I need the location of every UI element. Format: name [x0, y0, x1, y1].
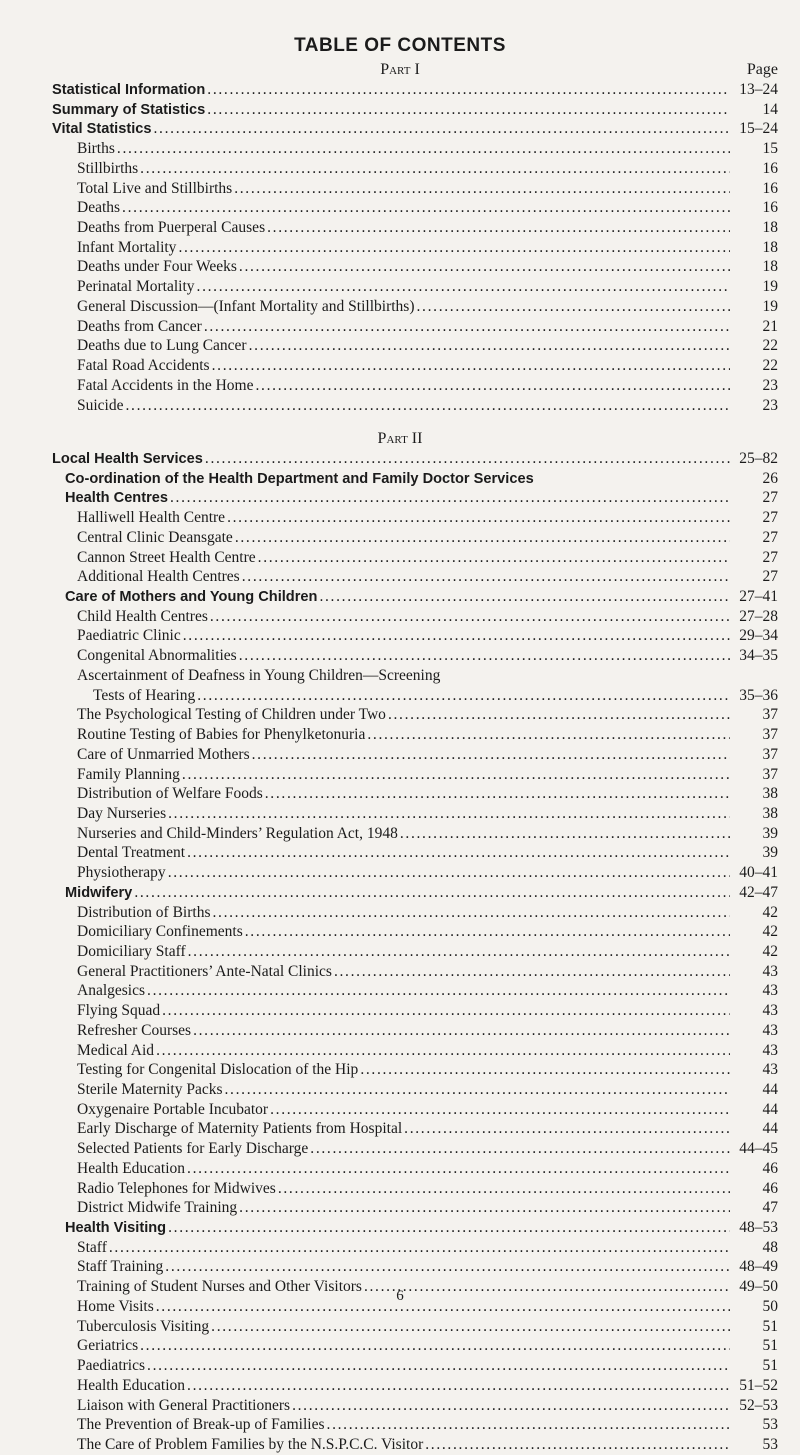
page-column-header: Page — [746, 61, 778, 78]
dot-leader — [207, 100, 730, 120]
toc-entry-page: 43 — [762, 1002, 778, 1020]
toc-part-1 — [0, 80, 800, 415]
toc-entry-title: Local Health Services — [52, 451, 203, 467]
dot-leader — [210, 607, 730, 627]
toc-entry — [0, 1060, 800, 1080]
dot-leader — [205, 449, 730, 469]
toc-entry — [0, 962, 800, 982]
toc-entry — [0, 508, 800, 528]
dot-leader — [204, 317, 730, 337]
dot-leader — [267, 218, 730, 238]
toc-entry-page: 16 — [762, 179, 778, 197]
dot-leader — [278, 1179, 730, 1199]
dot-leader — [109, 1238, 730, 1258]
toc-entry — [0, 1159, 800, 1179]
toc-entry-page: 38 — [762, 804, 778, 822]
toc-entry-title: Home Visits — [77, 1297, 154, 1315]
toc-entry — [0, 1198, 800, 1218]
dot-leader — [140, 1336, 730, 1356]
dot-leader — [404, 1119, 730, 1139]
toc-entry-title: The Psychological Testing of Children under Two — [77, 706, 386, 724]
dot-leader — [225, 1080, 731, 1100]
toc-entry-title: Analgesics — [77, 982, 146, 1000]
toc-entry-page: 51 — [762, 1317, 778, 1335]
dot-leader — [249, 336, 730, 356]
toc-entry-title: Central Clinic Deansgate — [77, 528, 233, 546]
toc-entry-page: 42 — [762, 942, 778, 960]
dot-leader — [227, 508, 730, 528]
dot-leader — [193, 1021, 730, 1041]
toc-entry — [0, 218, 800, 238]
toc-entry-title: Halliwell Health Centre — [77, 509, 226, 527]
dot-leader — [168, 1218, 730, 1238]
toc-entry-title: Ascertainment of Deafness in Young Children—Screening — [77, 666, 441, 684]
toc-entry-page: 37 — [762, 745, 778, 763]
toc-entry-title: Liaison with General Practitioners — [77, 1396, 291, 1414]
toc-entry — [0, 922, 800, 942]
dot-leader — [319, 587, 730, 607]
toc-entry-title: Family Planning — [77, 765, 180, 783]
toc-entry-page: 15–24 — [739, 120, 778, 138]
toc-entry — [0, 277, 800, 297]
dot-leader — [147, 1356, 730, 1376]
dot-leader — [178, 238, 730, 258]
toc-entry-title: Health Education — [77, 1159, 186, 1177]
toc-entry-title: Infant Mortality — [77, 238, 177, 256]
toc-entry-title: Dental Treatment — [77, 844, 186, 862]
toc-entry — [0, 843, 800, 863]
dot-leader — [245, 922, 730, 942]
toc-entry-title: Training of Student Nurses and Other Visitors — [77, 1278, 362, 1296]
dot-leader — [425, 1435, 730, 1455]
toc-entry-page: 43 — [762, 962, 778, 980]
toc-entry-title: Staff Training — [77, 1258, 164, 1276]
toc-entry-title: Tests of Hearing — [93, 686, 196, 704]
toc-entry-title: Midwifery — [65, 884, 133, 901]
toc-entry-page: 21 — [762, 317, 778, 335]
toc-entry-page: 27 — [762, 548, 778, 566]
toc-entry — [0, 1021, 800, 1041]
toc-entry-title: Suicide — [77, 396, 124, 414]
toc-entry-page: 46 — [762, 1179, 778, 1197]
dot-leader — [162, 1001, 730, 1021]
toc-entry-title: Vital Statistics — [52, 121, 152, 138]
toc-entry-title: Tuberculosis Visiting — [77, 1317, 210, 1335]
dot-leader — [239, 646, 730, 666]
dot-leader — [140, 159, 730, 179]
toc-entry-page: 51–52 — [739, 1376, 778, 1394]
dot-leader — [211, 1317, 730, 1337]
toc-entry-title: Health Education — [77, 1376, 186, 1394]
toc-entry-title: Fatal Road Accidents — [77, 357, 210, 375]
dot-leader — [168, 804, 730, 824]
toc-entry-title: Health Centres — [65, 490, 168, 507]
toc-entry — [0, 257, 800, 277]
toc-entry-page: 43 — [762, 1021, 778, 1039]
dot-leader — [239, 257, 730, 277]
dot-leader — [239, 1198, 730, 1218]
toc-entry — [0, 705, 800, 725]
toc-entry-page: 44 — [762, 1120, 778, 1138]
dot-leader — [126, 396, 731, 416]
dot-leader — [187, 1376, 730, 1396]
toc-entry — [0, 1376, 800, 1396]
toc-entry-page: 48 — [762, 1238, 778, 1256]
toc-entry-page: 19 — [762, 278, 778, 296]
toc-entry-title: Day Nurseries — [77, 804, 167, 822]
toc-entry — [0, 100, 800, 120]
toc-entry — [0, 942, 800, 962]
dot-leader — [242, 567, 730, 587]
toc-entry-page: 46 — [762, 1159, 778, 1177]
toc-entry — [0, 981, 800, 1001]
toc-entry — [0, 646, 800, 666]
toc-entry-page: 52–53 — [739, 1396, 778, 1414]
toc-entry-title: Distribution of Welfare Foods — [77, 785, 263, 803]
toc-entry-title: Domiciliary Staff — [77, 942, 186, 960]
part-heading: Part II — [377, 430, 423, 447]
dot-leader — [212, 356, 730, 376]
toc-entry-page: 16 — [762, 199, 778, 217]
toc-entry-title: Fatal Accidents in the Home — [77, 376, 254, 394]
toc-entry-title: Summary of Statistics — [52, 101, 206, 118]
toc-entry — [0, 80, 800, 100]
toc-entry-title: Care of Mothers and Young Children — [65, 589, 318, 606]
toc-entry-title: Deaths under Four Weeks — [77, 258, 237, 276]
toc-entry-page: 34–35 — [739, 647, 778, 665]
dot-leader — [252, 745, 730, 765]
toc-entry-title: Co-ordination of the Health Department and Family Doctor Services — [65, 470, 534, 487]
dot-leader — [122, 198, 730, 218]
toc-entry-title: The Prevention of Break-up of Families — [77, 1416, 325, 1434]
toc-entry-page: 44–45 — [739, 1140, 778, 1158]
dot-leader — [183, 626, 730, 646]
dot-leader — [310, 1139, 730, 1159]
toc-entry-title: Selected Patients for Early Discharge — [77, 1140, 309, 1158]
toc-entry-page: 49–50 — [739, 1278, 778, 1296]
toc-entry-title: Perinatal Mortality — [77, 278, 195, 296]
toc-entry-page: 39 — [762, 824, 778, 842]
toc-entry — [0, 1396, 800, 1416]
toc-entry — [0, 198, 800, 218]
toc-entry — [0, 528, 800, 548]
toc-entry-page: 26 — [762, 469, 778, 487]
toc-entry-page: 40–41 — [739, 864, 778, 882]
toc-entry — [0, 336, 800, 356]
toc-entry — [0, 824, 800, 844]
toc-entry-title: Radio Telephones for Midwives — [77, 1179, 276, 1197]
dot-leader — [182, 765, 730, 785]
toc-entry — [0, 1257, 800, 1277]
dot-leader — [187, 1159, 730, 1179]
toc-entry — [0, 469, 800, 489]
toc-entry-title: Additional Health Centres — [77, 568, 240, 586]
toc-entry — [0, 179, 800, 199]
toc-entry — [0, 1080, 800, 1100]
toc-entry — [0, 238, 800, 258]
dot-leader — [165, 1257, 730, 1277]
toc-entry-title: General Discussion—(Infant Mortality and Stillbirths) — [77, 297, 415, 315]
toc-entry — [0, 587, 800, 607]
toc-entry — [0, 488, 800, 508]
toc-entry-page: 51 — [762, 1337, 778, 1355]
toc-entry-page: 53 — [762, 1416, 778, 1434]
toc-entry-page: 53 — [762, 1435, 778, 1453]
toc-entry-page: 37 — [762, 726, 778, 744]
toc-entry — [0, 548, 800, 568]
toc-entry-title: Deaths from Cancer — [77, 317, 202, 335]
toc-entry-title: Nurseries and Child-Minders’ Regulation Act, 1948 — [77, 824, 398, 842]
toc-entry — [0, 626, 800, 646]
toc-entry-title: Care of Unmarried Mothers — [77, 745, 250, 763]
toc-entry-title: Geriatrics — [77, 1337, 139, 1355]
toc-entry-title: Deaths from Puerperal Causes — [77, 219, 266, 237]
toc-entry-page: 27 — [762, 489, 778, 507]
toc-entry-page: 43 — [762, 1061, 778, 1079]
page-title: TABLE OF CONTENTS — [294, 35, 506, 56]
dot-leader — [188, 942, 730, 962]
dot-leader — [265, 784, 730, 804]
toc-entry-title: Physiotherapy — [77, 864, 166, 882]
toc-entry — [0, 883, 800, 903]
toc-entry-title: Deaths — [77, 199, 121, 217]
toc-entry-page: 13–24 — [739, 81, 778, 98]
toc-entry-page: 42–47 — [739, 883, 778, 901]
toc-entry — [0, 686, 800, 706]
dot-leader — [212, 903, 730, 923]
dot-leader — [197, 277, 730, 297]
toc-entry — [0, 745, 800, 765]
toc-entry-title: Refresher Courses — [77, 1021, 192, 1039]
dot-leader — [154, 119, 731, 139]
toc-entry-title: Total Live and Stillbirths — [77, 179, 233, 197]
toc-entry-title: Deaths due to Lung Cancer — [77, 337, 247, 355]
toc-entry-page: 27–41 — [739, 588, 778, 606]
toc-entry-title: District Midwife Training — [77, 1199, 238, 1217]
toc-entry-page: 42 — [762, 903, 778, 921]
dot-leader — [258, 548, 730, 568]
toc-entry-page: 27–28 — [739, 607, 778, 625]
toc-entry — [0, 1238, 800, 1258]
dot-leader — [367, 725, 730, 745]
toc-entry — [0, 1356, 800, 1376]
toc-entry — [0, 765, 800, 785]
toc-entry — [0, 396, 800, 416]
toc-entry-page: 15 — [762, 140, 778, 158]
toc-entry — [0, 317, 800, 337]
toc-entry-title: Testing for Congenital Dislocation of the Hip — [77, 1061, 359, 1079]
toc-entry — [0, 903, 800, 923]
toc-entry-page: 51 — [762, 1357, 778, 1375]
toc-entry-page: 29–34 — [739, 627, 778, 645]
toc-entry-page: 27 — [762, 528, 778, 546]
toc-entry — [0, 666, 800, 686]
toc-entry-page: 39 — [762, 844, 778, 862]
toc-entry — [0, 1119, 800, 1139]
toc-entry-page: 47 — [762, 1199, 778, 1217]
toc-entry-page: 44 — [762, 1081, 778, 1098]
toc-entry — [0, 1041, 800, 1061]
toc-entry-title: Staff — [77, 1238, 107, 1256]
dot-leader — [168, 863, 730, 883]
toc-entry — [0, 567, 800, 587]
dot-leader — [334, 962, 730, 982]
toc-entry-title: Statistical Information — [52, 82, 206, 98]
toc-entry — [0, 1179, 800, 1199]
toc-entry-title: Oxygenaire Portable Incubator — [77, 1100, 269, 1118]
toc-entry-page: 22 — [762, 337, 778, 355]
dot-leader — [360, 1060, 730, 1080]
dot-leader — [117, 139, 730, 159]
toc-entry-page: 44 — [762, 1100, 778, 1118]
toc-entry-page: 18 — [762, 219, 778, 237]
part-heading: Part I — [380, 61, 420, 78]
toc-entry — [0, 1139, 800, 1159]
toc-entry — [0, 119, 800, 139]
toc-entry — [0, 863, 800, 883]
toc-entry-title: Cannon Street Health Centre — [77, 548, 256, 566]
page-number: 6 — [396, 1288, 404, 1304]
toc-entry-title: Paediatric Clinic — [77, 627, 181, 645]
dot-leader — [187, 843, 730, 863]
toc-entry-title: Distribution of Births — [77, 903, 211, 921]
toc-entry — [0, 1435, 800, 1455]
toc-entry — [0, 1100, 800, 1120]
dot-leader — [197, 686, 730, 706]
toc-entry — [0, 725, 800, 745]
toc-entry-page: 22 — [762, 357, 778, 375]
toc-entry-title: Early Discharge of Maternity Patients from Hospital — [77, 1120, 403, 1138]
toc-entry-page: 14 — [762, 100, 778, 118]
toc-entry-title: Stillbirths — [77, 159, 139, 177]
toc-entry — [0, 1336, 800, 1356]
dot-leader — [170, 488, 730, 508]
toc-entry-title: Flying Squad — [77, 1002, 161, 1020]
toc-entry — [0, 356, 800, 376]
toc-entry-title: Domiciliary Confinements — [77, 923, 243, 941]
dot-leader — [388, 705, 730, 725]
dot-leader — [156, 1041, 730, 1061]
toc-entry-page: 38 — [762, 785, 778, 803]
toc-entry-page: 27 — [762, 509, 778, 527]
toc-entry — [0, 784, 800, 804]
toc-entry-title: Congenital Abnormalities — [77, 647, 237, 665]
dot-leader — [147, 981, 730, 1001]
toc-entry-title: Births — [77, 140, 115, 158]
dot-leader — [234, 179, 730, 199]
toc-entry-page: 50 — [762, 1297, 778, 1315]
toc-entry — [0, 449, 800, 469]
toc-entry-page: 35–36 — [739, 686, 778, 704]
toc-entry-page: 48–49 — [739, 1258, 778, 1276]
toc-entry-title: Paediatrics — [77, 1357, 146, 1375]
toc-entry — [0, 804, 800, 824]
toc-entry-page: 23 — [762, 376, 778, 394]
toc-entry-title: Medical Aid — [77, 1041, 155, 1059]
toc-entry-page: 43 — [762, 1041, 778, 1059]
toc-entry-title: General Practitioners’ Ante-Natal Clinics — [77, 962, 332, 980]
toc-entry-title: Routine Testing of Babies for Phenylketonuria — [77, 726, 366, 744]
toc-entry-page: 18 — [762, 258, 778, 276]
toc-entry-page: 19 — [762, 297, 778, 315]
toc-entry-title: Sterile Maternity Packs — [77, 1081, 223, 1098]
toc-entry-title: Health Visiting — [65, 1220, 167, 1237]
toc-entry — [0, 159, 800, 179]
dot-leader — [417, 297, 731, 317]
dot-leader — [270, 1100, 730, 1120]
dot-leader — [327, 1415, 730, 1435]
toc-entry — [0, 139, 800, 159]
toc-entry-page: 27 — [762, 568, 778, 586]
toc-entry — [0, 1001, 800, 1021]
toc-entry-page: 42 — [762, 923, 778, 941]
toc-entry-page: 37 — [762, 706, 778, 724]
dot-leader — [292, 1396, 730, 1416]
dot-leader — [400, 824, 730, 844]
toc-entry-title: Child Health Centres — [77, 607, 208, 625]
toc-entry — [0, 297, 800, 317]
dot-leader — [235, 528, 730, 548]
dot-leader — [207, 80, 730, 100]
toc-entry-page: 37 — [762, 765, 778, 783]
dot-leader — [256, 376, 731, 396]
toc-entry-page: 18 — [762, 238, 778, 256]
toc-entry — [0, 1415, 800, 1435]
toc-entry-page: 23 — [762, 396, 778, 414]
toc-entry-page: 25–82 — [739, 450, 778, 467]
toc-entry — [0, 607, 800, 627]
toc-entry-page: 43 — [762, 982, 778, 1000]
toc-entry-page: 48–53 — [739, 1219, 778, 1237]
dot-leader — [134, 883, 730, 903]
toc-entry — [0, 1317, 800, 1337]
toc-entry — [0, 376, 800, 396]
toc-entry-page: 16 — [762, 159, 778, 177]
toc-entry-title: The Care of Problem Families by the N.S.P.C.C. Visitor — [77, 1435, 424, 1453]
toc-entry — [0, 1218, 800, 1238]
